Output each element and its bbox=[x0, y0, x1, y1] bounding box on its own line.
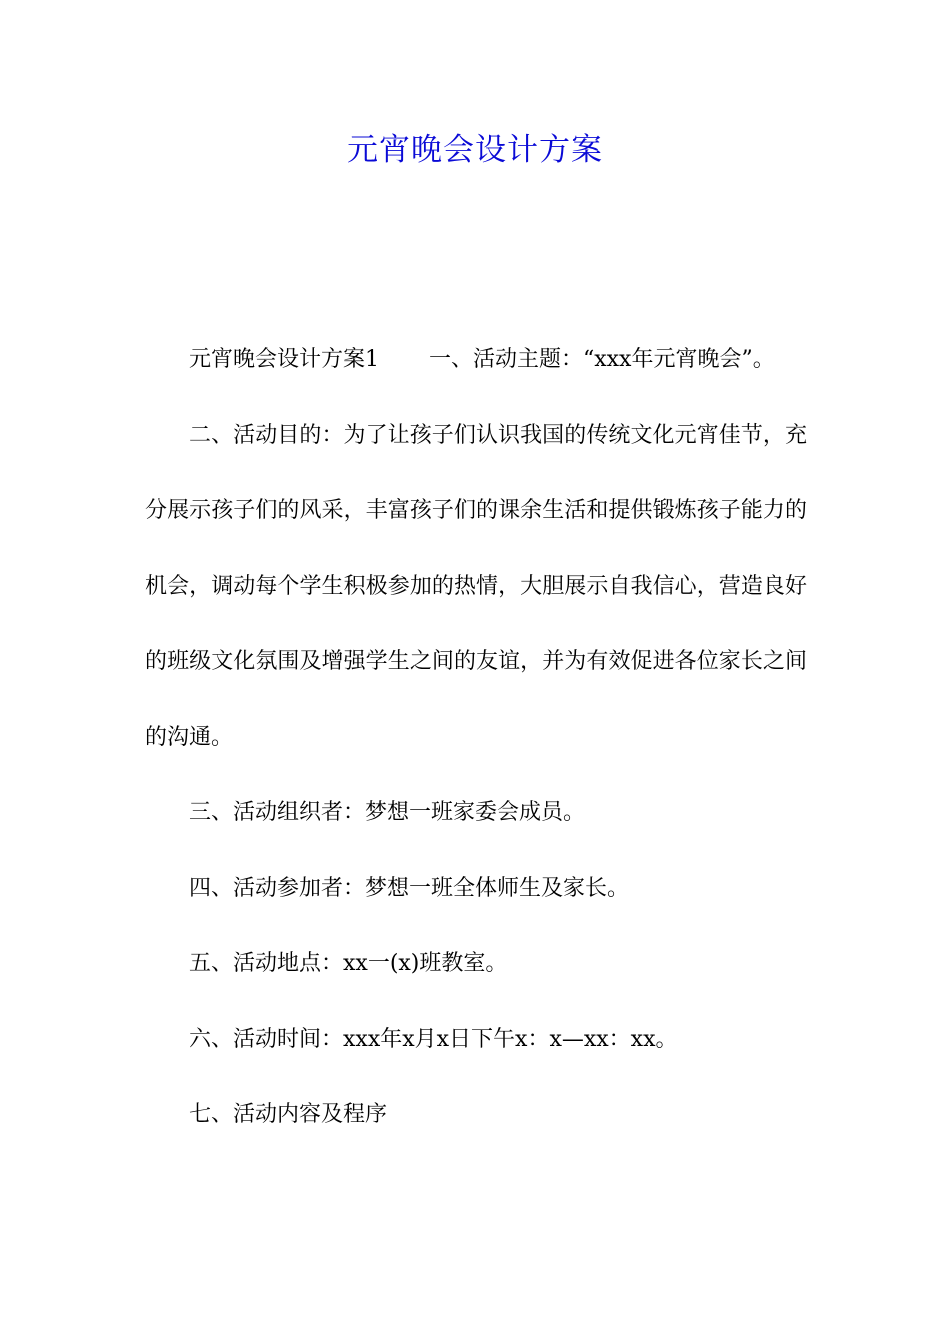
paragraph-program: 七、活动内容及程序 bbox=[189, 1102, 388, 1127]
paragraph-participants: 四、活动参加者：梦想一班全体师生及家长。 bbox=[189, 875, 630, 901]
intro-theme: 一、活动主题：“xxx年元宵晚会”。 bbox=[429, 347, 775, 372]
paragraph-location: 五、活动地点：xx一(x)班教室。 bbox=[189, 951, 508, 976]
document-body bbox=[145, 322, 807, 1153]
page-title: 元宵晚会设计方案 bbox=[347, 132, 603, 168]
paragraph-organizer: 三、活动组织者：梦想一班家委会成员。 bbox=[189, 800, 586, 825]
paragraph-time: 六、活动时间：xxx年x月x日下午x：x—xx：xx。 bbox=[189, 1026, 678, 1052]
intro-paragraph bbox=[145, 322, 807, 398]
paragraph-purpose: 二、活动目的：为了让孩子们认识我国的传统文化元宵佳节，充分展示孩子们的风采，丰富孩子们的课余生活和提供锻炼孩子能力的机会，调动每个学生积极参加的热情，大胆展示自我信心，营造良好的班级文化氛围及增强学生之间的友谊，并为有效促进各位家长之间的沟通。 bbox=[145, 422, 807, 750]
intro-heading: 元宵晚会设计方案1 bbox=[189, 347, 379, 372]
